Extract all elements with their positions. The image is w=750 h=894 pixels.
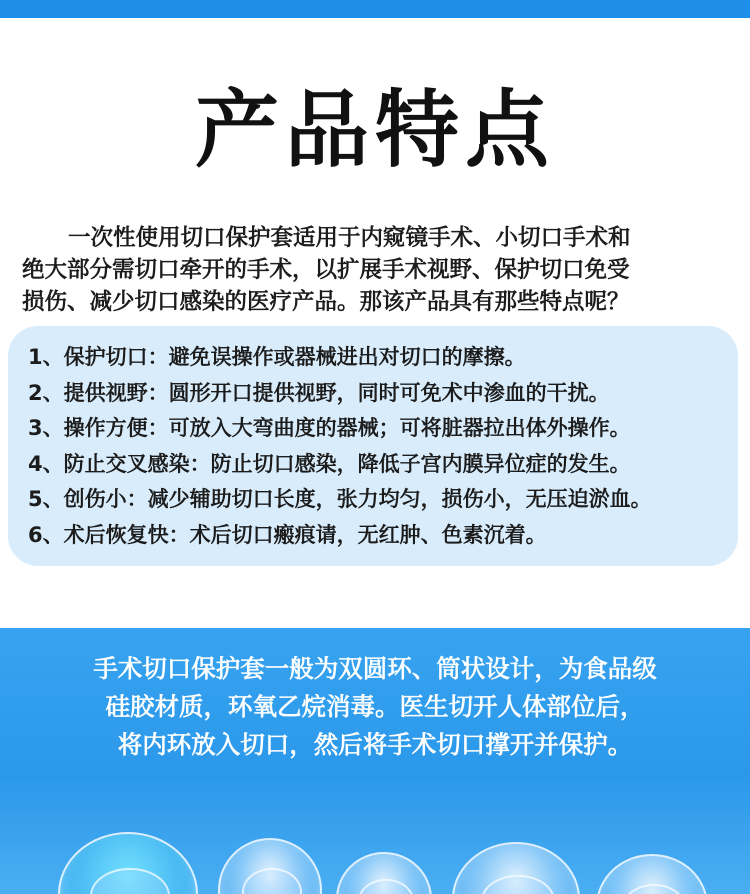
ring-product-icon — [218, 838, 322, 894]
top-accent-strip — [0, 0, 750, 18]
design-line: 将内环放入切口，然后将手术切口撑开并保护。 — [117, 730, 633, 759]
feature-list — [28, 340, 743, 553]
intro-paragraph — [22, 222, 732, 318]
feature-item: 1、保护切口：避免误操作或器械进出对切口的摩擦。 — [28, 345, 526, 369]
ring-product-icon — [452, 842, 580, 894]
intro-line: 一次性使用切口保护套适用于内窥镜手术、小切口手术和 — [68, 225, 631, 251]
feature-item: 2、提供视野：圆形开口提供视野，同时可免术中渗血的干扰。 — [28, 380, 610, 405]
intro-line: 绝大部分需切口牵开的手术，以扩展手术视野、保护切口免受 — [22, 257, 630, 283]
ring-product-icon — [58, 832, 198, 894]
design-section — [0, 628, 750, 894]
feature-item: 5、创伤小：减少辅助切口长度，张力均匀，损伤小，无压迫淤血。 — [28, 487, 652, 511]
ring-product-icon — [336, 852, 432, 894]
feature-item: 3、操作方便：可放入大弯曲度的器械；可将脏器拉出体外操作。 — [28, 416, 631, 440]
feature-item: 6、术后恢复快：术后切口瘢痕请，无红肿、色素沉着。 — [28, 522, 547, 547]
ring-product-icon — [596, 854, 708, 894]
design-line: 硅胶材质，环氧乙烷消毒。医生切开人体部位后， — [105, 692, 645, 721]
page-title: 产品特点 — [194, 81, 555, 179]
design-line: 手术切口保护套一般为双圆环、筒状设计，为食品级 — [93, 654, 657, 683]
intro-line: 损伤、减少切口感染的医疗产品。那该产品具有那些特点呢？ — [22, 289, 630, 315]
design-paragraph — [0, 650, 750, 764]
feature-item: 4、防止交叉感染：防止切口感染，降低子宫内膜异位症的发生。 — [28, 451, 631, 476]
